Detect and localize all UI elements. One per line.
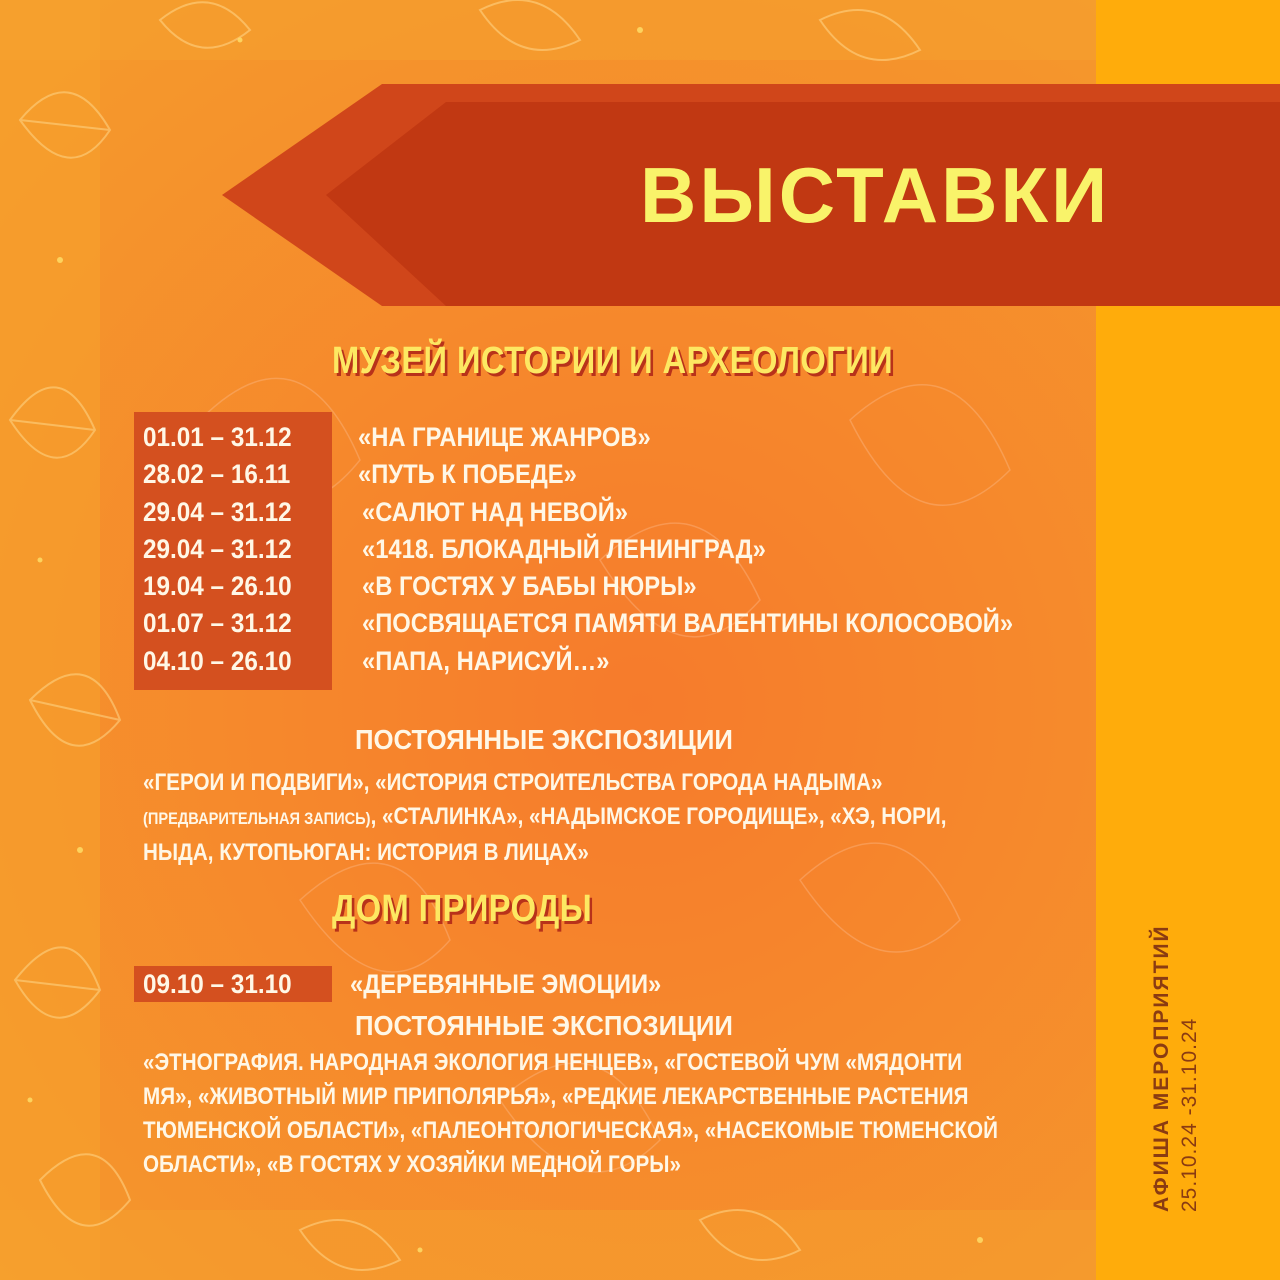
exhibition-dates: 28.02 – 16.11: [143, 459, 291, 489]
side-caption-dates: 25.10.24 -31.10.24: [1178, 1017, 1201, 1212]
side-caption-title: АФИША МЕРОПРИЯТИЙ: [1150, 924, 1173, 1212]
exhibition-name: «ПАПА, НАРИСУЙ…»: [362, 646, 610, 676]
exhibition-name: «1418. БЛОКАДНЫЙ ЛЕНИНГРАД»: [362, 534, 766, 564]
permanent-exhibits-title: ПОСТОЯННЫЕ ЭКСПОЗИЦИИ: [355, 724, 733, 755]
side-caption: [1148, 812, 1208, 1212]
exhibition-name: «ПОСВЯЩАЕТСЯ ПАМЯТИ ВАЛЕНТИНЫ КОЛОСОВОЙ»: [362, 608, 1014, 638]
exhibition-dates: 09.10 – 31.10: [143, 969, 292, 999]
permanent-exhibits-text: «ЭТНОГРАФИЯ. НАРОДНАЯ ЭКОЛОГИЯ НЕНЦЕВ», «ГОСТЕВОЙ ЧУМ «МЯДОНТИ МЯ», «ЖИВОТНЫЙ МИР ПРИПОЛЯРЬЯ», «РЕДКИЕ ЛЕКАРСТВЕННЫЕ РАСТЕНИЯ ТЮМЕНСКОЙ ОБЛАСТИ», «ПАЛЕОНТОЛОГИЧЕСКАЯ», «НАСЕКОМЫЕ ТЮМЕНСКОЙ ОБЛАСТИ», «В ГОСТЯХ У ХОЗЯЙКИ МЕДНОЙ ГОРЫ»: [143, 1049, 998, 1178]
exhibition-name: «НА ГРАНИЦЕ ЖАНРОВ»: [358, 422, 651, 452]
permanent-exhibits-part: «ГЕРОИ И ПОДВИГИ», «ИСТОРИЯ СТРОИТЕЛЬСТВА ГОРОДА НАДЫМА»: [143, 769, 883, 796]
exhibition-dates: 01.01 – 31.12: [143, 422, 292, 452]
page-title: ВЫСТАВКИ: [640, 151, 1111, 239]
exhibition-dates: 29.04 – 31.12: [143, 497, 292, 527]
permanent-exhibits-note: (ПРЕДВАРИТЕЛЬНАЯ ЗАПИСЬ): [143, 809, 371, 828]
permanent-exhibits-text: [143, 766, 1012, 870]
exhibition-name: «В ГОСТЯХ У БАБЫ НЮРЫ»: [362, 571, 697, 601]
exhibition-name: «ДЕРЕВЯННЫЕ ЭМОЦИИ»: [350, 969, 662, 999]
exhibition-dates: 01.07 – 31.12: [143, 608, 292, 638]
exhibition-name: «САЛЮТ НАД НЕВОЙ»: [362, 497, 629, 527]
exhibition-dates: 19.04 – 26.10: [143, 571, 292, 601]
exhibition-dates: 04.10 – 26.10: [143, 646, 292, 676]
nature-section-title: ДОМ ПРИРОДЫ: [332, 888, 593, 930]
museum-section-title: МУЗЕЙ ИСТОРИИ И АРХЕОЛОГИИ: [332, 340, 894, 382]
permanent-exhibits-title: ПОСТОЯННЫЕ ЭКСПОЗИЦИИ: [355, 1010, 733, 1041]
exhibition-dates: 29.04 – 31.12: [143, 534, 292, 564]
exhibition-name: «ПУТЬ К ПОБЕДЕ»: [358, 459, 577, 489]
permanent-exhibits-part: , «СТАЛИНКА», «НАДЫМСКОЕ ГОРОДИЩЕ», «ХЭ, НОРИ, НЫДА, КУТОПЬЮГАН: ИСТОРИЯ В ЛИЦАХ»: [143, 803, 947, 866]
